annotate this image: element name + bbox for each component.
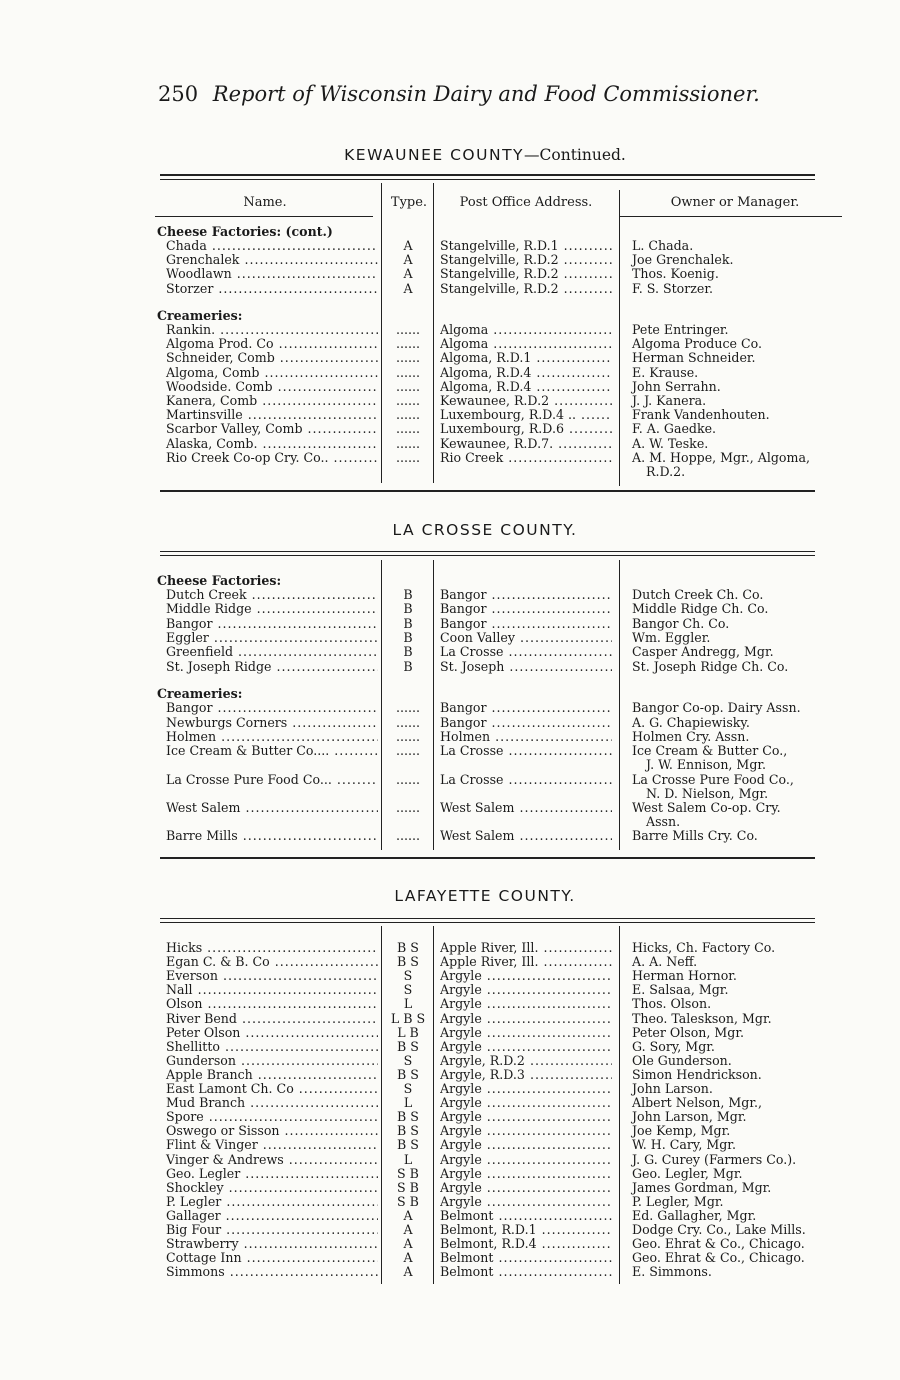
row-owner: La Crosse Pure Food Co.,	[632, 772, 794, 787]
row-type: ......	[395, 701, 421, 715]
lacrosse-county-title: LA CROSSE COUNTY.	[392, 521, 578, 539]
row-address: La Crosse .....	[440, 773, 612, 787]
row-type: ......	[395, 422, 421, 437]
row-type: ......	[395, 337, 421, 352]
row-owner: W. H. Cary, Mgr.	[632, 1137, 736, 1153]
row-name: Middle Ridge .....	[162, 602, 378, 616]
row-address: Argyle .....	[440, 1012, 612, 1026]
row-owner: Wm. Eggler.	[632, 629, 711, 645]
row-address: Holmen .....	[440, 730, 612, 744]
row-name: Greenfield .....	[162, 645, 378, 659]
row-address: Apple River, Ill. .....	[440, 955, 612, 969]
row-address: Argyle, R.D.2 .....	[440, 1054, 612, 1068]
col-address-header: Post Office Address.	[459, 195, 593, 210]
row-name: Scarbor Valley, Comb .....	[162, 422, 378, 436]
row-address: Bangor .....	[440, 602, 612, 616]
row-type: A	[403, 1251, 413, 1266]
row-address: Argyle .....	[440, 1026, 612, 1040]
row-name: Woodlawn .....	[162, 267, 378, 281]
row-address: Argyle .....	[440, 983, 612, 997]
row-address: St. Joseph .....	[440, 660, 612, 674]
row-name: Algoma, Comb .....	[162, 366, 378, 380]
row-address: Algoma, R.D.4 .....	[440, 380, 612, 394]
row-address: Apple River, Ill. .....	[440, 941, 612, 955]
row-owner: James Gordman, Mgr.	[632, 1179, 772, 1195]
row-owner: Geo. Legler, Mgr.	[632, 1165, 743, 1181]
row-owner: Holmen Cry. Assn.	[632, 729, 750, 744]
row-name: Grenchalek .....	[162, 253, 378, 267]
row-address: La Crosse .....	[440, 744, 612, 758]
row-owner: Joe Grenchalek.	[632, 252, 734, 268]
row-owner: Geo. Ehrat & Co., Chicago.	[632, 1236, 805, 1252]
row-type: B	[403, 659, 413, 674]
row-owner: A. A. Neff.	[632, 954, 698, 970]
row-address: Luxembourg, R.D.4 .. .....	[440, 408, 612, 422]
row-owner: J. G. Curey (Farmers Co.).	[632, 1151, 797, 1167]
row-owner: Joe Kemp, Mgr.	[632, 1123, 731, 1139]
row-type: B S	[397, 1110, 419, 1125]
row-address: Belmont .....	[440, 1265, 612, 1279]
lacrosse-divider-2	[433, 560, 434, 850]
row-address: Belmont, R.D.1 .....	[440, 1223, 612, 1237]
row-name: Apple Branch .....	[162, 1068, 378, 1082]
row-address: Stangelville, R.D.2 .....	[440, 267, 612, 281]
row-owner: L. Chada.	[632, 238, 694, 253]
row-name: Egan C. & B. Co .....	[162, 955, 378, 969]
row-name: Ice Cream & Butter Co.... .....	[162, 744, 378, 758]
row-name: Simmons .....	[162, 1265, 378, 1279]
header-rule	[155, 216, 373, 217]
row-name: East Lamont Ch. Co .....	[162, 1082, 378, 1096]
row-owner: Barre Mills Cry. Co.	[632, 828, 758, 843]
row-type: ......	[395, 379, 421, 394]
kewaunee-divider-2	[433, 183, 434, 483]
row-name: River Bend .....	[162, 1012, 378, 1026]
row-address: La Crosse .....	[440, 645, 612, 659]
row-owner: E. Salsaa, Mgr.	[632, 982, 729, 998]
row-name: Hicks .....	[162, 941, 378, 955]
row-owner: E. Krause.	[632, 364, 699, 380]
row-type: B	[403, 588, 413, 602]
row-name: La Crosse Pure Food Co... .....	[162, 773, 378, 787]
row-type: L	[403, 1096, 413, 1111]
row-type: B S	[397, 1039, 419, 1054]
row-owner: West Salem Co-op. Cry.	[632, 800, 781, 815]
row-address: Belmont .....	[440, 1209, 612, 1223]
kewaunee-county-title	[155, 146, 815, 164]
lacrosse-divider-1	[381, 560, 382, 850]
row-type: L B	[397, 1025, 419, 1040]
row-name: P. Legler .....	[162, 1195, 378, 1209]
kewaunee-top-rule	[160, 174, 815, 176]
row-owner: St. Joseph Ridge Ch. Co.	[632, 658, 789, 674]
row-owner: Middle Ridge Ch. Co.	[632, 601, 769, 617]
row-name: Dutch Creek .....	[162, 588, 378, 602]
col-type-header: Type.	[390, 195, 428, 210]
row-name: St. Joseph Ridge .....	[162, 660, 378, 674]
row-name: Gallager .....	[162, 1209, 378, 1223]
row-address: West Salem .....	[440, 829, 612, 843]
row-type: A	[403, 267, 413, 282]
row-address: Stangelville, R.D.1 .....	[440, 239, 612, 253]
row-name: Shellitto .....	[162, 1040, 378, 1054]
row-address: Bangor .....	[440, 588, 612, 602]
row-owner: Ice Cream & Butter Co.,	[632, 743, 788, 758]
row-name: Mud Branch .....	[162, 1096, 378, 1110]
row-name: Spore .....	[162, 1110, 378, 1124]
row-owner: Ole Gunderson.	[632, 1052, 732, 1068]
row-type: S	[403, 983, 413, 998]
row-owner: Thos. Olson.	[632, 996, 712, 1012]
kewaunee-divider-1	[381, 183, 382, 483]
row-type: ......	[395, 716, 421, 730]
row-owner: Hicks, Ch. Factory Co.	[632, 940, 776, 955]
row-type: ......	[395, 408, 421, 423]
row-address: Argyle .....	[440, 1040, 612, 1054]
row-owner: Theo. Taleskson, Mgr.	[632, 1010, 772, 1026]
kewaunee-bottom-rule	[160, 490, 815, 492]
row-type: ......	[395, 829, 421, 843]
lafayette-divider-1	[381, 926, 382, 1284]
row-address: Argyle .....	[440, 1110, 612, 1124]
row-owner: Peter Olson, Mgr.	[632, 1024, 745, 1040]
row-type: B S	[397, 1067, 419, 1082]
row-type: S	[403, 1053, 413, 1068]
lafayette-county-title: LAFAYETTE COUNTY.	[394, 887, 576, 905]
kewaunee-title-text: KEWAUNEE COUNTY	[344, 146, 525, 164]
row-name: Woodside. Comb .....	[162, 380, 378, 394]
row-owner: F. A. Gaedke.	[632, 421, 717, 437]
row-name: Eggler .....	[162, 631, 378, 645]
row-name: Rio Creek Co-op Cry. Co.. .....	[162, 451, 378, 465]
report-title: Report of Wisconsin Dairy and Food Commissioner.	[212, 82, 760, 106]
row-address: Bangor .....	[440, 617, 612, 631]
row-name: Alaska, Comb. .....	[162, 437, 378, 451]
row-name: Chada .....	[162, 239, 378, 253]
row-type: L	[403, 997, 413, 1012]
row-type: A	[403, 239, 413, 253]
row-type: A	[403, 281, 413, 296]
row-owner: Casper Andregg, Mgr.	[632, 644, 774, 660]
row-type: A	[403, 1265, 413, 1280]
row-owner: Albert Nelson, Mgr.,	[632, 1095, 762, 1111]
row-name: Big Four .....	[162, 1223, 378, 1237]
row-name: Martinsville .....	[162, 408, 378, 422]
row-name: Strawberry .....	[162, 1237, 378, 1251]
row-address: Argyle .....	[440, 1167, 612, 1181]
row-owner: Bangor Co-op. Dairy Assn.	[632, 700, 801, 715]
row-address: Kewaunee, R.D.2 .....	[440, 394, 612, 408]
kewaunee-creameries-label: Creameries:	[157, 308, 243, 323]
row-address: West Salem .....	[440, 801, 612, 815]
row-type: ......	[395, 801, 421, 815]
row-type: S	[403, 969, 413, 984]
row-address: Argyle .....	[440, 997, 612, 1011]
row-owner: John Serrahn.	[632, 378, 721, 394]
row-address: Argyle .....	[440, 1096, 612, 1110]
row-type: ......	[395, 744, 421, 758]
header-rule-owner	[620, 216, 842, 217]
kewaunee-top-rule-2	[160, 179, 815, 180]
kewaunee-cheese-label: Cheese Factories: (cont.)	[157, 224, 333, 239]
row-name: Peter Olson .....	[162, 1026, 378, 1040]
row-owner: A. W. Teske.	[632, 435, 709, 451]
row-name: Vinger & Andrews .....	[162, 1153, 378, 1167]
row-type: B	[403, 602, 413, 617]
row-type: B S	[397, 1138, 419, 1153]
row-address: Argyle .....	[440, 1124, 612, 1138]
row-type: ......	[395, 436, 421, 451]
lacrosse-top-rule	[160, 551, 815, 552]
row-type: B S	[397, 941, 419, 955]
row-owner: Herman Schneider.	[632, 350, 756, 366]
lacrosse-creameries-label: Creameries:	[157, 686, 243, 701]
row-owner: P. Legler, Mgr.	[632, 1193, 724, 1209]
row-type: ......	[395, 394, 421, 408]
row-type: ......	[395, 730, 421, 744]
row-name: Cottage Inn .....	[162, 1251, 378, 1265]
row-owner: G. Sory, Mgr.	[632, 1038, 715, 1054]
row-type: B S	[397, 1124, 419, 1139]
row-owner-continuation: Assn.	[646, 814, 681, 829]
row-address: Argyle .....	[440, 1181, 612, 1195]
lafayette-top-rule	[160, 918, 815, 919]
row-name: Oswego or Sisson .....	[162, 1124, 378, 1138]
row-owner-continuation: N. D. Nielson, Mgr.	[646, 786, 769, 801]
row-owner: Algoma Produce Co.	[632, 336, 762, 352]
row-owner: Geo. Ehrat & Co., Chicago.	[632, 1250, 805, 1266]
row-type: A	[403, 1223, 413, 1237]
kewaunee-divider-3	[619, 190, 620, 486]
lacrosse-bottom-rule	[160, 857, 815, 859]
row-owner: Frank Vandenhouten.	[632, 407, 770, 423]
row-address: Stangelville, R.D.2 .....	[440, 282, 612, 296]
row-name: Flint & Vinger .....	[162, 1138, 378, 1152]
row-owner: Dutch Creek Ch. Co.	[632, 587, 764, 602]
row-name: Bangor .....	[162, 701, 378, 715]
row-type: A	[403, 1237, 413, 1252]
row-address: Algoma .....	[440, 337, 612, 351]
row-address: Bangor .....	[440, 701, 612, 715]
row-address: Argyle .....	[440, 1153, 612, 1167]
row-type: ......	[395, 773, 421, 787]
row-name: Algoma Prod. Co .....	[162, 337, 378, 351]
row-type: A	[403, 1208, 413, 1223]
row-name: Rankin. .....	[162, 323, 378, 337]
row-address: Argyle, R.D.3 .....	[440, 1068, 612, 1082]
row-address: Belmont, R.D.4 .....	[440, 1237, 612, 1251]
row-owner-continuation: R.D.2.	[646, 463, 686, 479]
row-address: Algoma, R.D.1 .....	[440, 351, 612, 365]
row-type: B S	[397, 955, 419, 970]
row-address: Coon Valley .....	[440, 631, 612, 645]
row-address: Rio Creek .....	[440, 451, 612, 465]
row-type: S B	[397, 1194, 419, 1209]
col-owner-header: Owner or Manager.	[670, 195, 800, 210]
page-number: 250	[158, 82, 199, 106]
row-owner: Herman Hornor.	[632, 968, 737, 984]
row-type: ......	[395, 365, 421, 380]
lafayette-top-rule-2	[160, 922, 815, 923]
row-owner: Ed. Gallagher, Mgr.	[632, 1207, 757, 1223]
row-name: Kanera, Comb .....	[162, 394, 378, 408]
row-name: Holmen .....	[162, 730, 378, 744]
row-name: Geo. Legler .....	[162, 1167, 378, 1181]
row-name: Schneider, Comb .....	[162, 351, 378, 365]
row-owner: John Larson.	[632, 1081, 713, 1096]
row-name: Newburgs Corners .....	[162, 716, 378, 730]
row-address: Algoma .....	[440, 323, 612, 337]
row-type: L B S	[390, 1011, 426, 1026]
row-name: Olson .....	[162, 997, 378, 1011]
row-address: Argyle .....	[440, 969, 612, 983]
row-name: Barre Mills .....	[162, 829, 378, 843]
row-address: Stangelville, R.D.2 .....	[440, 253, 612, 267]
row-type: S	[403, 1082, 413, 1096]
lafayette-divider-2	[433, 926, 434, 1284]
lacrosse-divider-3	[619, 560, 620, 850]
row-name: Shockley .....	[162, 1181, 378, 1195]
lacrosse-cheese-label: Cheese Factories:	[157, 573, 282, 588]
row-owner: Thos. Koenig.	[632, 266, 719, 282]
row-address: Bangor .....	[440, 716, 612, 730]
row-owner: J. J. Kanera.	[632, 393, 707, 408]
row-owner: Bangor Ch. Co.	[632, 615, 730, 631]
row-name: West Salem .....	[162, 801, 378, 815]
row-type: ......	[395, 351, 421, 366]
row-owner: Simon Hendrickson.	[632, 1066, 762, 1082]
row-address: Belmont .....	[440, 1251, 612, 1265]
row-name: Everson .....	[162, 969, 378, 983]
row-type: B	[403, 645, 413, 660]
row-address: Argyle .....	[440, 1195, 612, 1209]
row-name: Gunderson .....	[162, 1054, 378, 1068]
row-type: S B	[397, 1166, 419, 1181]
lafayette-divider-3	[619, 926, 620, 1284]
row-owner: John Larson, Mgr.	[632, 1109, 747, 1125]
row-owner: A. M. Hoppe, Mgr., Algoma,	[632, 449, 810, 465]
row-owner-continuation: J. W. Ennison, Mgr.	[646, 757, 767, 772]
row-type: L	[403, 1152, 413, 1167]
row-address: Argyle .....	[440, 1138, 612, 1152]
lacrosse-top-rule-2	[160, 555, 815, 556]
row-owner: Dodge Cry. Co., Lake Mills.	[632, 1222, 806, 1237]
row-address: Algoma, R.D.4 .....	[440, 366, 612, 380]
row-owner: A. G. Chapiewisky.	[632, 715, 750, 730]
row-type: ......	[395, 323, 421, 337]
row-type: B	[403, 630, 413, 645]
col-name-header: Name.	[243, 195, 287, 210]
row-type: ......	[395, 450, 421, 465]
row-address: Luxembourg, R.D.6 .....	[440, 422, 612, 436]
row-type: B	[403, 616, 413, 631]
continued-label: —Continued.	[524, 146, 626, 164]
row-name: Bangor .....	[162, 617, 378, 631]
row-owner: Pete Entringer.	[632, 322, 729, 337]
row-name: Storzer .....	[162, 282, 378, 296]
row-owner: E. Simmons.	[632, 1264, 712, 1280]
row-type: S B	[397, 1180, 419, 1195]
page-header	[158, 82, 760, 106]
row-address: Kewaunee, R.D.7. .....	[440, 437, 612, 451]
row-address: Argyle .....	[440, 1082, 612, 1096]
row-name: Nall .....	[162, 983, 378, 997]
row-owner: F. S. Storzer.	[632, 280, 713, 296]
row-type: A	[403, 253, 413, 268]
